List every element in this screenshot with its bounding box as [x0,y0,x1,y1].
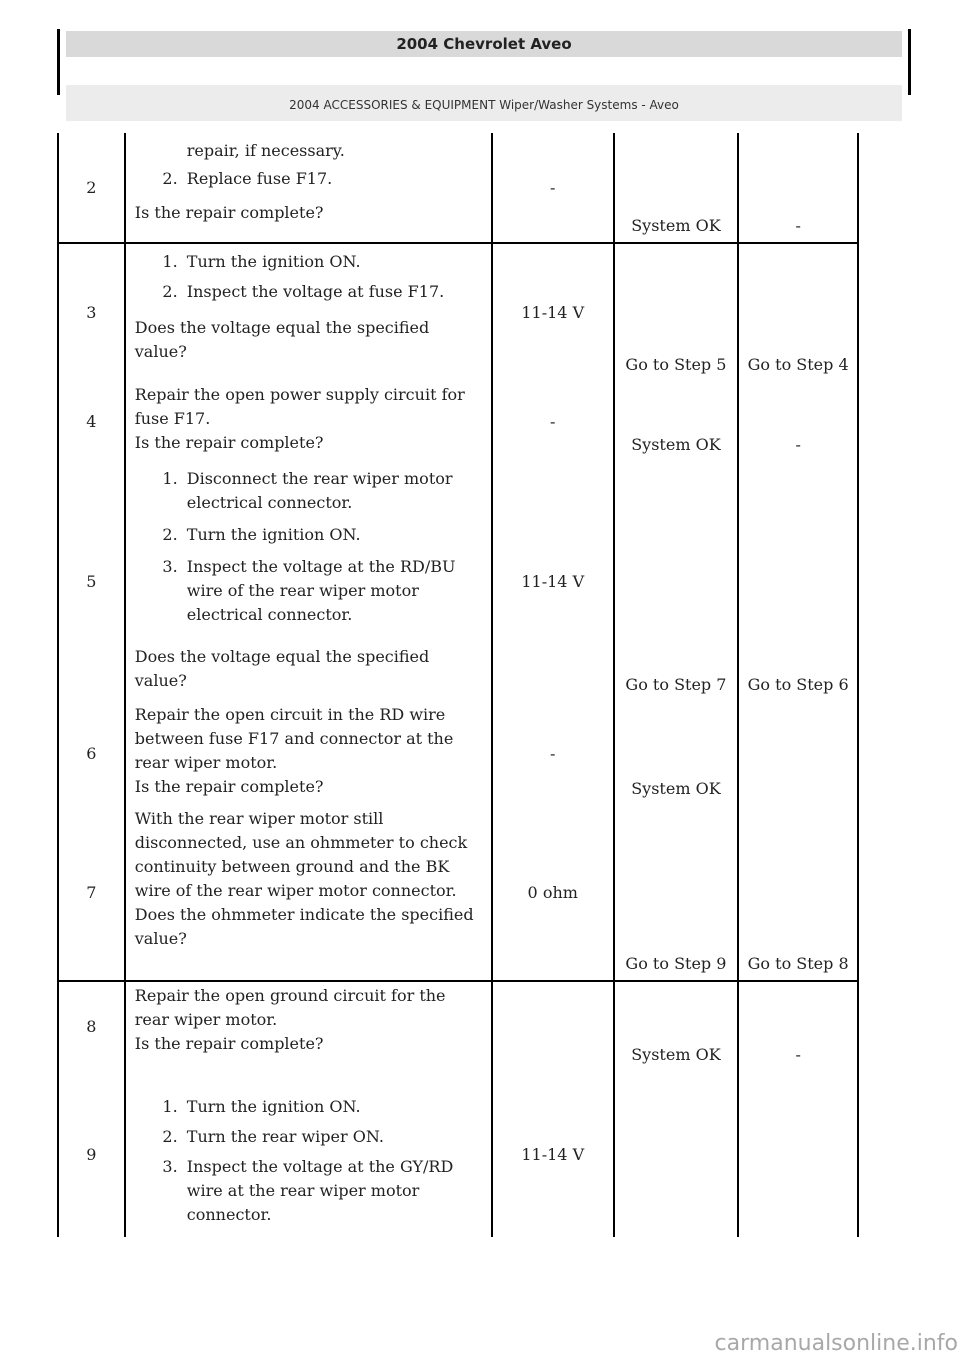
page-header [57,29,911,112]
step-number: 8 [58,981,125,1071]
spec-value: 11-14 V [492,243,614,381]
table-row [58,981,858,1071]
no-result: Go to Step 4 [738,243,858,381]
spec-value: - [492,381,614,461]
action-cell [125,981,492,1071]
yes-result: System OK [614,381,739,461]
no-result: - [738,981,858,1071]
table-row [58,1071,858,1237]
action-cell [125,243,492,381]
yes-result: System OK [614,701,739,805]
question-text: Does the voltage equal the specified value? [134,647,430,690]
action-cell [125,1071,492,1237]
action-item: 2. Replace fuse F17. [183,167,483,191]
spec-value: 0 ohm [492,805,614,981]
yes-result: Go to Step 9 [614,805,739,981]
document-title: 2004 Chevrolet Aveo [66,31,902,57]
action-item: 2. Inspect the voltage at fuse F17. [183,280,483,304]
step-number: 7 [58,805,125,981]
no-result [738,1071,858,1237]
action-item: 1. Turn the ignition ON. [183,250,483,274]
step-number: 4 [58,381,125,461]
no-result: Go to Step 6 [738,461,858,701]
action-cell [125,701,492,805]
question-text: Does the ohmmeter indicate the specified value? [134,905,474,948]
watermark-text: carmanualsonline.info [714,1331,958,1356]
yes-result: System OK [614,981,739,1071]
action-text: With the rear wiper motor still disconnected, use an ohmmeter to check continuity between ground and the BK wire of the rear wiper motor connector. [134,809,468,900]
question-text: Does the voltage equal the specified value? [134,318,430,361]
spec-value: - [492,133,614,243]
table-row [58,243,858,381]
no-result: Go to Step 8 [738,805,858,981]
document-subtitle: 2004 ACCESSORIES & EQUIPMENT Wiper/Washer Systems - Aveo [289,98,679,112]
question-text: Is the repair complete? [134,1034,324,1053]
table-row [58,461,858,701]
action-item: 3. Inspect the voltage at the GY/RD wire at the rear wiper motor connector. [183,1155,483,1227]
action-item: 1. Turn the ignition ON. [183,1095,483,1119]
action-text: Repair the open power supply circuit for fuse F17. [134,385,465,428]
question-text: Is the repair complete? [134,433,324,452]
action-text: Repair the open circuit in the RD wire between fuse F17 and connector at the rear wiper motor. [134,705,454,772]
action-text: Repair the open ground circuit for the rear wiper motor. [134,986,446,1029]
action-item: 2. Turn the ignition ON. [183,523,483,547]
no-result [738,701,858,805]
action-cell [125,461,492,701]
spec-value: 11-14 V [492,461,614,701]
action-cell [125,381,492,461]
step-number: 2 [58,133,125,243]
action-item: 3. Inspect the voltage at the RD/BU wire of the rear wiper motor electrical connector. [183,555,483,627]
spec-value: 11-14 V [492,1071,614,1237]
yes-result: System OK [614,133,739,243]
yes-result: Go to Step 7 [614,461,739,701]
action-item: 1. Disconnect the rear wiper motor electrical connector. [183,467,483,515]
question-text: Is the repair complete? [134,203,324,222]
action-item: repair, if necessary. [186,141,345,160]
table-row [58,805,858,981]
table-row [58,701,858,805]
spec-value [492,981,614,1071]
no-result: - [738,381,858,461]
step-number: 5 [58,461,125,701]
yes-result-text: Go to Step 5 [625,355,727,374]
spec-value: - [492,701,614,805]
action-cell [125,805,492,981]
question-text: Is the repair complete? [134,777,324,796]
table-row [58,381,858,461]
step-number: 3 [58,243,125,381]
diagnostic-table [57,133,859,1237]
yes-result [614,1071,739,1237]
action-cell [125,133,492,243]
step-number: 9 [58,1071,125,1237]
step-number: 6 [58,701,125,805]
table-row [58,133,858,243]
no-result: - [738,133,858,243]
yes-result [614,243,739,381]
action-item: 2. Turn the rear wiper ON. [183,1125,483,1149]
